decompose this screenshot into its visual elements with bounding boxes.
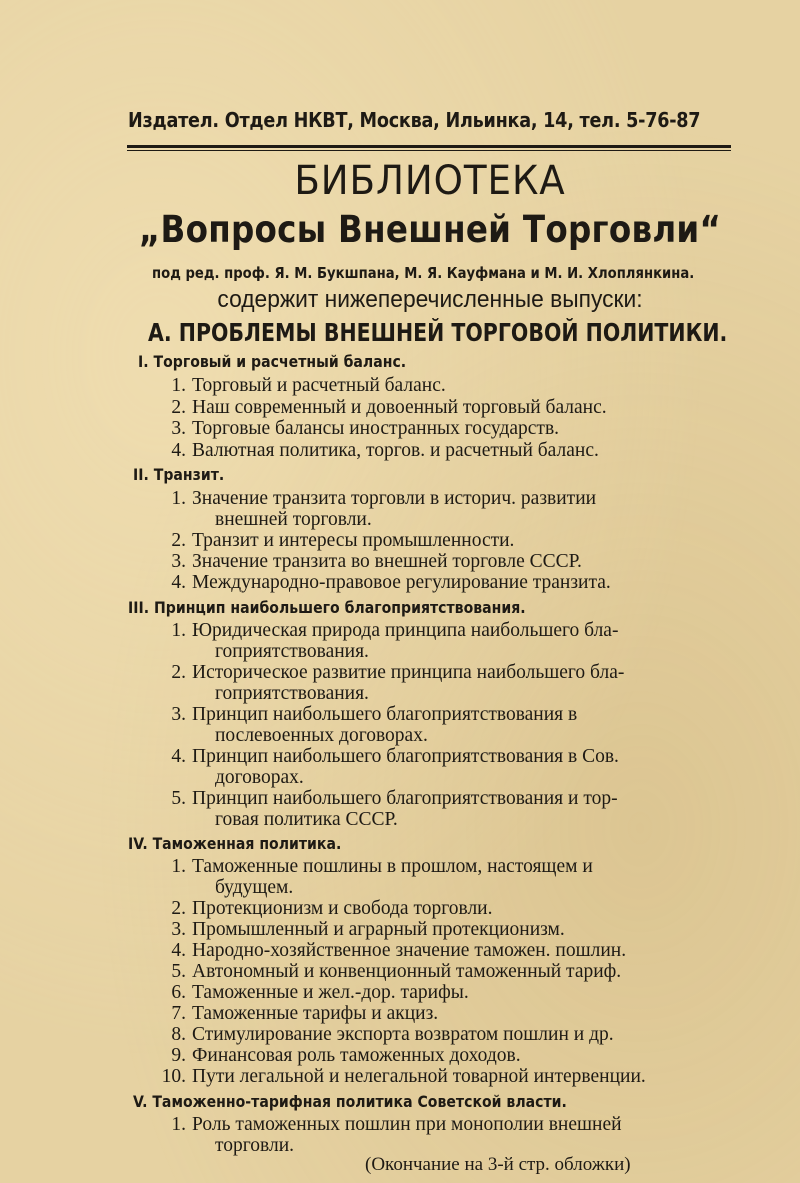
- list-item: 8. Стимулирование экспорта возвратом пошлин и др.: [171, 1024, 614, 1045]
- list-item: 1. Таможенные пошлины в прошлом, настоящем и будущем.: [171, 856, 593, 898]
- category-heading: V. Таможенно-тарифная политика Советской власти.: [133, 1092, 567, 1111]
- library-title: БИБЛИОТЕКА: [294, 158, 566, 204]
- list-item: 10. Пути легальной и нелегальной товарной интервенции.: [161, 1066, 646, 1087]
- continuation-note: (Окончание на 3-й стр. обложки): [365, 1154, 631, 1175]
- list-item: 4. Международно-правовое регулирование транзита.: [171, 572, 611, 593]
- publisher-line: Издател. Отдел НКВТ, Москва, Ильинка, 14, тел. 5-76-87: [128, 108, 701, 132]
- list-item: 5. Принцип наибольшего благоприятствования и тор- говая политика СССР.: [171, 788, 618, 830]
- header-rule-thin: [127, 150, 731, 151]
- list-item: 2. Транзит и интересы промышленности.: [171, 530, 515, 551]
- category-heading: IV. Таможенная политика.: [128, 834, 342, 853]
- category-heading: III. Принцип наибольшего благоприятствования.: [128, 598, 526, 617]
- list-item: 3. Торговые балансы иностранных государств.: [171, 418, 560, 439]
- list-item: 4. Принцип наибольшего благоприятствования в Сов. договорах.: [171, 746, 619, 788]
- editors-line: под ред. проф. Я. М. Букшпана, М. Я. Кауфмана и М. И. Хлоплянкина.: [152, 264, 695, 282]
- list-item: 6. Таможенные и жел.-дор. тарифы.: [171, 982, 469, 1003]
- list-item: 7. Таможенные тарифы и акциз.: [171, 1003, 439, 1024]
- list-item: 2. Историческое развитие принципа наибольшего бла- гоприятствования.: [171, 662, 625, 704]
- list-item: 3. Значение транзита во внешней торговле СССР.: [171, 551, 582, 572]
- list-item: 1. Роль таможенных пошлин при монополии внешней торговли.: [171, 1114, 622, 1156]
- list-item: 1. Торговый и расчетный баланс.: [171, 375, 446, 396]
- section-a-heading: А. ПРОБЛЕМЫ ВНЕШНЕЙ ТОРГОВОЙ ПОЛИТИКИ.: [148, 318, 728, 347]
- list-item: 5. Автономный и конвенционный таможенный тариф.: [171, 961, 622, 982]
- category-heading: I. Торговый и расчетный баланс.: [138, 352, 407, 371]
- list-item: 1. Юридическая природа принципа наибольшего бла- гоприятствования.: [171, 620, 619, 662]
- list-item: 3. Принцип наибольшего благоприятствования в послевоенных договорах.: [171, 704, 578, 746]
- contains-line: содержит нижеперечисленные выпуски:: [217, 286, 643, 313]
- list-item: 3. Промышленный и аграрный протекционизм.: [171, 919, 565, 940]
- list-item: 2. Протекционизм и свобода торговли.: [171, 898, 493, 919]
- list-item: 9. Финансовая роль таможенных доходов.: [171, 1045, 521, 1066]
- series-title: „Вопросы Внешней Торговли“: [138, 208, 722, 251]
- category-heading: II. Транзит.: [133, 465, 225, 484]
- list-item: 2. Наш современный и довоенный торговый баланс.: [171, 397, 607, 418]
- list-item: 4. Народно-хозяйственное значение таможен. пошлин.: [171, 940, 627, 961]
- list-item: 4. Валютная политика, торгов. и расчетный баланс.: [171, 440, 599, 461]
- header-rule-thick: [127, 145, 731, 148]
- list-item: 1. Значение транзита торговли в историч. развитии внешней торговли.: [171, 488, 597, 530]
